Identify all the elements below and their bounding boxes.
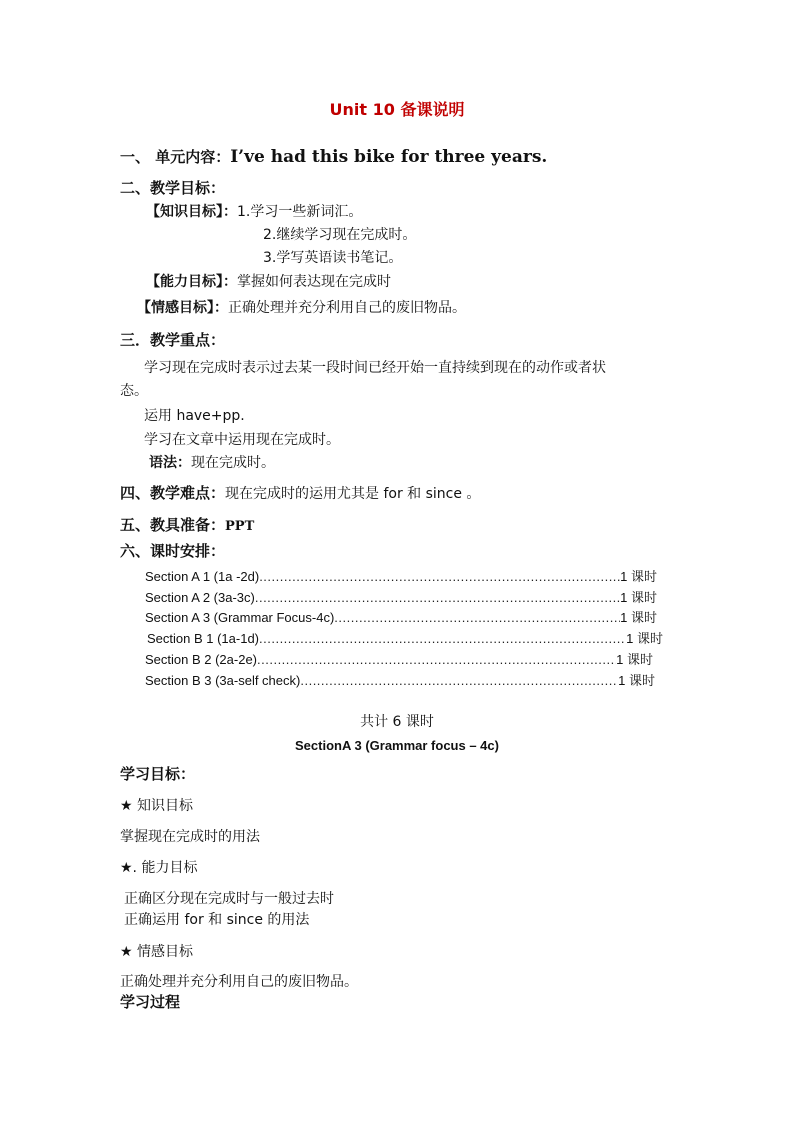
knowledge-goal-item: 2.继续学习现在完成时。 xyxy=(263,227,417,243)
schedule-section: Section A 1 (1a -2d) xyxy=(145,569,260,584)
key-point-paragraph-cont: 态。 xyxy=(120,383,148,399)
schedule-section: Section B 3 (3a-self check) xyxy=(145,673,301,688)
learning-goals-label: 学习目标： xyxy=(120,765,196,783)
emotion-goal-text: 正确处理并充分利用自己的废旧物品。 xyxy=(120,974,358,990)
key-point-line: 运用 have+pp. xyxy=(144,408,245,424)
schedule-section: Section A 3 (Grammar Focus-4c) xyxy=(145,610,335,625)
ability-goal xyxy=(146,271,391,291)
schedule-hours: 1 课时 xyxy=(620,610,657,625)
emotion-goal xyxy=(137,297,466,317)
document-title: Unit 10 备课说明 xyxy=(329,100,465,119)
ability-goal-label: 【能力目标】： xyxy=(146,274,237,290)
emotion-goal-text: 正确处理并充分利用自己的废旧物品。 xyxy=(228,300,466,316)
schedule-row xyxy=(145,649,653,668)
knowledge-goal-label: 【知识目标】： xyxy=(146,204,237,220)
schedule-hours: 1 课时 xyxy=(616,652,653,667)
section-schedule-label: 六、课时安排： xyxy=(120,542,226,560)
schedule-row xyxy=(147,628,663,647)
ability-goal-item: 正确运用 for 和 since 的用法 xyxy=(124,912,310,928)
grammar-label: 语法： xyxy=(149,455,191,471)
knowledge-goal-item: 3.学写英语读书笔记。 xyxy=(263,250,403,266)
emotion-goal-heading: ★ 情感目标 xyxy=(120,944,194,960)
schedule-row xyxy=(145,587,657,606)
section-teaching-goals-label: 二、教学目标： xyxy=(120,179,226,197)
knowledge-goal-item: 1.学习一些新词汇。 xyxy=(237,204,363,220)
difficulties-text: 现在完成时的运用尤其是 for 和 since 。 xyxy=(225,486,481,502)
emotion-goal-label: 【情感目标】： xyxy=(137,300,228,316)
ability-goal-item: 正确区分现在完成时与一般过去时 xyxy=(124,891,334,907)
ability-goal-heading: ★. 能力目标 xyxy=(120,860,198,876)
schedule-total: 共计 6 课时 xyxy=(360,714,434,730)
schedule-hours: 1 课时 xyxy=(620,569,657,584)
key-point-paragraph: 学习现在完成时表示过去某一段时间已经开始一直持续到现在的动作或者状 xyxy=(144,360,606,376)
schedule-hours: 1 课时 xyxy=(618,673,655,688)
materials-text: PPT xyxy=(225,519,255,534)
grammar-text: 现在完成时。 xyxy=(191,455,275,471)
ability-goal-text: 掌握如何表达现在完成时 xyxy=(237,274,391,290)
schedule-hours: 1 课时 xyxy=(620,590,657,605)
grammar-point xyxy=(149,452,275,472)
schedule-hours: 1 课时 xyxy=(626,631,663,646)
schedule-section: Section A 2 (3a-3c) xyxy=(145,590,255,605)
schedule-section: Section B 1 (1a-1d) xyxy=(147,631,260,646)
section-label: 四、教学难点： xyxy=(120,484,226,502)
section-difficulties xyxy=(120,482,480,503)
knowledge-goal-heading: ★ 知识目标 xyxy=(120,798,194,814)
schedule-row xyxy=(145,566,657,585)
knowledge-goal-text: 掌握现在完成时的用法 xyxy=(120,829,260,845)
knowledge-goal xyxy=(146,201,362,221)
section-key-points-label: 三．教学重点： xyxy=(120,331,226,349)
schedule-row xyxy=(145,670,655,689)
key-point-line: 学习在文章中运用现在完成时。 xyxy=(144,432,340,448)
section-label: 一、 单元内容： xyxy=(120,148,231,166)
section-unit-content xyxy=(120,146,547,167)
unit-content-text: I’ve had this bike for three years. xyxy=(230,147,548,167)
schedule-row xyxy=(145,607,657,626)
lesson-title: SectionA 3 (Grammar focus – 4c) xyxy=(295,738,499,753)
section-label: 五、教具准备： xyxy=(120,516,226,534)
learning-process-label: 学习过程 xyxy=(120,993,181,1011)
schedule-section: Section B 2 (2a-2e) xyxy=(145,652,258,667)
section-materials xyxy=(120,514,254,535)
